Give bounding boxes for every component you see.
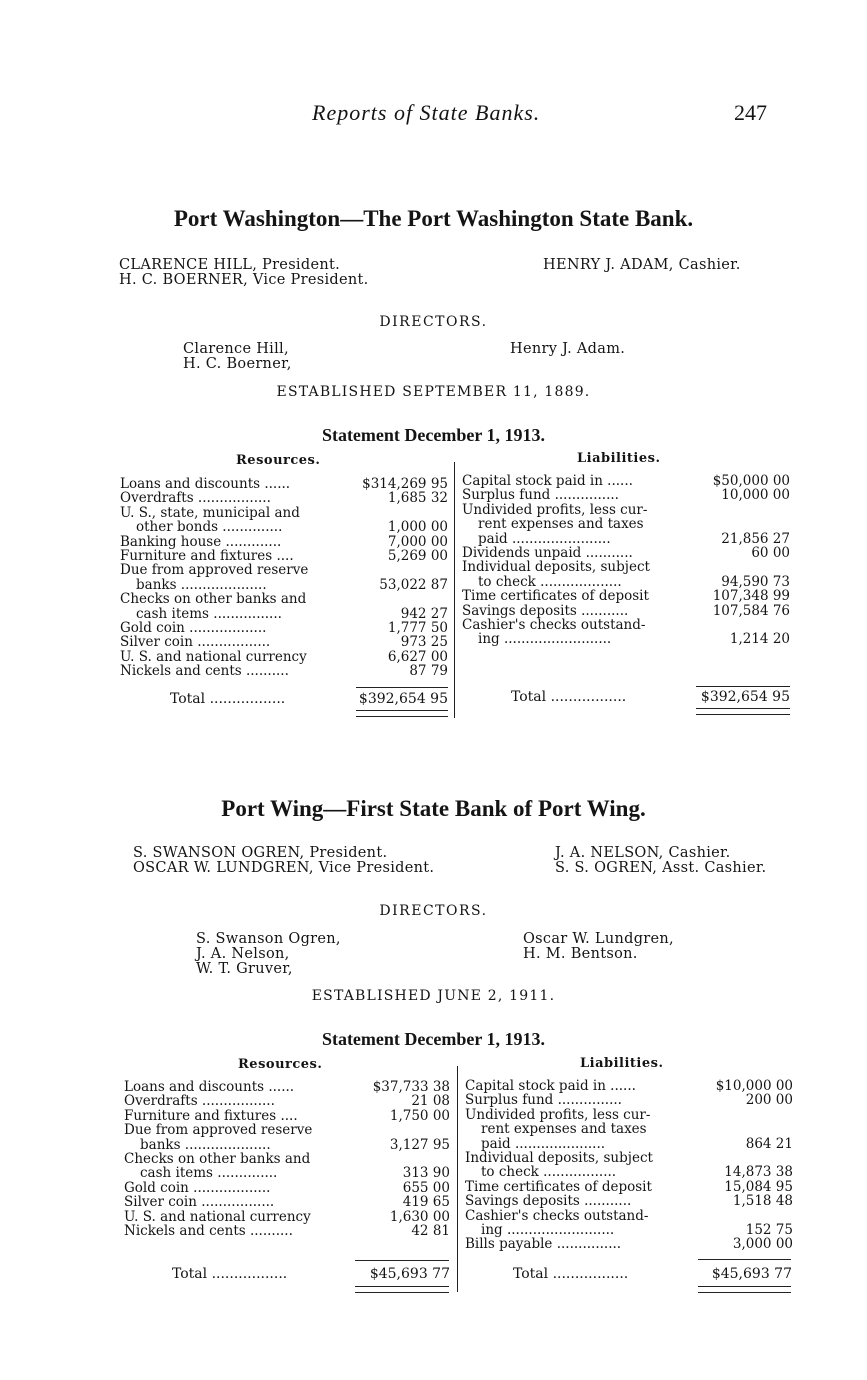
row-label: paid ..................... <box>481 1136 606 1151</box>
liability-row <box>462 575 790 589</box>
row-amount: 53,022 87 <box>379 576 448 593</box>
directors-left <box>183 342 292 372</box>
liability-row <box>462 589 790 603</box>
resource-row <box>120 621 450 635</box>
resource-row <box>124 1138 454 1152</box>
row-label: Gold coin .................. <box>120 620 267 636</box>
resource-row <box>124 1109 454 1123</box>
resource-row <box>124 1152 454 1166</box>
row-label: other bonds .............. <box>136 520 283 535</box>
row-label: banks .................... <box>136 577 267 593</box>
liabilities-table <box>462 474 790 647</box>
resource-row <box>120 607 450 621</box>
row-amount: 1,750 00 <box>389 1107 450 1124</box>
officer-line: S. S. OGREN, Asst. Cashier. <box>555 860 767 876</box>
total-rule <box>355 1260 449 1261</box>
director-name: Henry J. Adam. <box>510 341 626 357</box>
row-label: Time certificates of deposit <box>465 1179 652 1195</box>
row-label: Surplus fund ............... <box>465 1093 622 1108</box>
row-amount: $37,733 38 <box>372 1079 450 1095</box>
row-label: banks .................... <box>140 1137 271 1152</box>
row-amount: 313 90 <box>402 1165 450 1182</box>
total-double-rule <box>698 1286 791 1293</box>
row-label: cash items .............. <box>140 1166 278 1181</box>
liability-row <box>462 560 790 574</box>
row-amount: 3,000 00 <box>732 1236 793 1253</box>
liability-row <box>465 1151 793 1165</box>
row-amount: 14,873 38 <box>724 1164 793 1181</box>
row-label: Cashier's checks outstand- <box>465 1208 649 1223</box>
row-amount: 21,856 27 <box>721 530 790 547</box>
resource-row <box>124 1210 454 1224</box>
director-name: J. A. Nelson, <box>196 946 290 962</box>
column-divider <box>454 462 455 718</box>
resource-row <box>120 635 450 649</box>
row-amount: 10,000 00 <box>721 487 790 504</box>
row-label: Surplus fund ............... <box>462 488 619 503</box>
total-double-rule <box>355 1286 449 1293</box>
resource-row <box>120 592 450 606</box>
row-amount: 3,127 95 <box>389 1136 450 1153</box>
total-rule <box>698 1259 791 1260</box>
row-label: Individual deposits, subject <box>465 1150 653 1166</box>
officer-line: H. C. BOERNER, Vice President. <box>119 272 369 288</box>
liability-row <box>465 1165 793 1179</box>
liability-row <box>465 1237 793 1251</box>
resource-row <box>124 1080 454 1094</box>
liability-row <box>462 532 790 546</box>
total-rule <box>696 686 790 687</box>
row-amount: 152 75 <box>745 1221 793 1238</box>
liability-row <box>465 1194 793 1208</box>
liabilities-heading: Liabilities. <box>577 451 661 466</box>
row-amount: 7,000 00 <box>387 533 448 550</box>
row-amount: 107,584 76 <box>712 602 790 619</box>
liabilities-heading: Liabilities. <box>580 1056 664 1071</box>
director-name: H. M. Bentson. <box>523 946 638 962</box>
row-label: paid ....................... <box>478 531 611 546</box>
liability-row <box>462 488 790 502</box>
row-label: Undivided profits, less cur- <box>465 1107 651 1123</box>
row-amount: 94,590 73 <box>721 573 790 590</box>
resource-row <box>120 535 450 549</box>
row-label: Overdrafts ................. <box>124 1094 275 1109</box>
row-amount: $10,000 00 <box>715 1078 793 1094</box>
running-title: Reports of State Banks. <box>312 100 541 125</box>
row-label: Due from approved reserve <box>120 563 309 578</box>
row-label: Gold coin .................. <box>124 1180 271 1196</box>
resources-total: $392,654 95 <box>358 691 448 707</box>
row-label: Undivided profits, less cur- <box>462 502 648 518</box>
directors-left <box>196 932 341 977</box>
liability-row <box>465 1223 793 1237</box>
liability-row <box>462 474 790 488</box>
officer-line: S. SWANSON OGREN, President. <box>133 845 388 861</box>
row-label: Loans and discounts ...... <box>124 1080 295 1095</box>
row-label: to check ................... <box>478 574 622 590</box>
row-amount: 21 08 <box>411 1093 450 1110</box>
row-label: U. S. and national currency <box>120 649 307 665</box>
row-label: U. S. and national currency <box>124 1209 311 1224</box>
row-label: Dividends unpaid ........... <box>462 545 633 561</box>
row-label: rent expenses and taxes <box>481 1122 647 1137</box>
resources-table <box>120 477 450 678</box>
total-double-rule <box>696 708 790 715</box>
officer-line: HENRY J. ADAM, Cashier. <box>543 257 741 273</box>
row-label: Nickels and cents .......... <box>124 1223 293 1239</box>
resource-row <box>120 578 450 592</box>
director-name: Clarence Hill, <box>183 341 289 357</box>
row-label: Silver coin ................. <box>124 1195 275 1210</box>
row-label: U. S., state, municipal and <box>120 505 300 521</box>
row-amount: 200 00 <box>745 1092 793 1109</box>
resource-row <box>124 1166 454 1180</box>
row-label: to check ................. <box>481 1165 617 1180</box>
directors-right <box>510 342 625 357</box>
liability-row <box>462 503 790 517</box>
resources-table <box>124 1080 454 1238</box>
resource-row <box>120 491 450 505</box>
row-amount: 1,777 50 <box>387 619 448 636</box>
liability-row <box>465 1209 793 1223</box>
row-label: ing ......................... <box>478 632 612 647</box>
liability-row <box>465 1108 793 1122</box>
liability-row <box>462 632 790 646</box>
row-label: Time certificates of deposit <box>462 589 649 604</box>
bank-title: Port Wing—First State Bank of Port Wing. <box>221 796 646 821</box>
bank-title: Port Washington—The Port Washington State Bank. <box>173 206 694 231</box>
director-name: W. T. Gruver, <box>196 961 293 977</box>
row-amount: 1,685 32 <box>387 490 448 507</box>
row-amount: 942 27 <box>400 605 448 622</box>
officers-right <box>543 258 741 273</box>
statement-date: Statement December 1, 1913. <box>321 1029 546 1049</box>
resources-total: $45,693 77 <box>369 1266 450 1282</box>
liability-row <box>465 1137 793 1151</box>
total-double-rule <box>356 710 448 717</box>
row-label: Capital stock paid in ...... <box>465 1079 636 1094</box>
officers-left <box>119 258 369 288</box>
row-label: rent expenses and taxes <box>478 517 644 532</box>
row-amount: 419 65 <box>402 1194 450 1211</box>
director-name: H. C. Boerner, <box>183 356 292 372</box>
resource-row <box>124 1123 454 1137</box>
row-label: Bills payable ............... <box>465 1237 622 1252</box>
resource-row <box>120 506 450 520</box>
resource-row <box>120 664 450 678</box>
liabilities-total: $45,693 77 <box>711 1266 792 1282</box>
row-label: Cashier's checks outstand- <box>462 617 646 633</box>
officer-line: OSCAR W. LUNDGREN, Vice President. <box>133 860 435 876</box>
row-amount: $314,269 95 <box>362 476 448 492</box>
row-label: Savings deposits ........... <box>465 1194 632 1209</box>
row-amount: 655 00 <box>402 1179 450 1196</box>
row-label: Checks on other banks and <box>124 1151 311 1167</box>
resource-row <box>120 549 450 563</box>
row-label: Due from approved reserve <box>124 1123 313 1138</box>
directors-heading: DIRECTORS. <box>379 903 488 919</box>
officers-left <box>133 846 434 876</box>
page-number: 247 <box>734 100 767 125</box>
total-label: Total ................. <box>172 1266 288 1282</box>
row-amount: 60 00 <box>751 544 790 561</box>
row-amount: 1,630 00 <box>389 1208 450 1225</box>
row-label: Loans and discounts ...... <box>120 477 291 492</box>
resource-row <box>124 1195 454 1209</box>
directors-heading: DIRECTORS. <box>379 314 488 330</box>
row-amount: 107,348 99 <box>712 588 790 605</box>
liability-row <box>465 1093 793 1107</box>
liability-row <box>465 1122 793 1136</box>
total-rule <box>356 687 448 688</box>
established-date: ESTABLISHED SEPTEMBER 11, 1889. <box>276 384 591 400</box>
row-amount: 864 21 <box>745 1135 793 1152</box>
row-label: Overdrafts ................. <box>120 491 271 506</box>
liability-row <box>462 604 790 618</box>
liabilities-total: $392,654 95 <box>700 689 790 705</box>
directors-right <box>523 932 674 962</box>
resource-row <box>120 477 450 491</box>
established-date: ESTABLISHED JUNE 2, 1911. <box>311 988 556 1004</box>
row-label: Silver coin ................. <box>120 635 271 650</box>
row-amount: 5,269 00 <box>387 547 448 564</box>
row-label: ing ......................... <box>481 1222 615 1238</box>
row-amount: 1,518 48 <box>732 1193 793 1210</box>
row-amount: 1,214 20 <box>729 631 790 648</box>
resource-row <box>120 650 450 664</box>
statement-date: Statement December 1, 1913. <box>321 425 546 445</box>
column-divider <box>457 1066 458 1292</box>
director-name: Oscar W. Lundgren, <box>523 931 674 947</box>
resource-row <box>124 1224 454 1238</box>
row-label: Capital stock paid in ...... <box>462 474 633 489</box>
liability-row <box>462 618 790 632</box>
row-label: Banking house ............. <box>120 534 282 549</box>
resource-row <box>124 1181 454 1195</box>
liability-row <box>465 1079 793 1093</box>
director-name: S. Swanson Ogren, <box>196 931 341 947</box>
row-label: Furniture and fixtures .... <box>120 548 294 564</box>
row-label: cash items ................ <box>136 606 282 621</box>
resource-row <box>124 1094 454 1108</box>
row-amount: 973 25 <box>400 634 448 651</box>
row-amount: 42 81 <box>411 1222 450 1239</box>
row-label: Furniture and fixtures .... <box>124 1108 298 1124</box>
row-amount: 15,084 95 <box>724 1178 793 1195</box>
liability-row <box>462 517 790 531</box>
row-label: Nickels and cents .......... <box>120 664 289 679</box>
row-amount: $50,000 00 <box>712 473 790 489</box>
total-label: Total ................. <box>170 691 286 707</box>
row-amount: 6,627 00 <box>387 648 448 665</box>
resources-heading: Resources. <box>236 453 321 468</box>
officer-line: CLARENCE HILL, President. <box>119 257 341 273</box>
liability-row <box>465 1180 793 1194</box>
row-amount: 87 79 <box>409 663 448 680</box>
liability-row <box>462 546 790 560</box>
row-label: Individual deposits, subject <box>462 560 650 575</box>
row-label: Savings deposits ........... <box>462 603 629 618</box>
officer-line: J. A. NELSON, Cashier. <box>555 845 731 861</box>
resources-heading: Resources. <box>238 1057 323 1072</box>
liabilities-table <box>465 1079 793 1252</box>
row-label: Checks on other banks and <box>120 592 307 607</box>
resource-row <box>120 520 450 534</box>
total-label: Total ................. <box>513 1266 629 1282</box>
resource-row <box>120 563 450 577</box>
officers-right <box>555 846 766 876</box>
row-amount: 1,000 00 <box>387 519 448 536</box>
total-label: Total ................. <box>511 689 627 705</box>
